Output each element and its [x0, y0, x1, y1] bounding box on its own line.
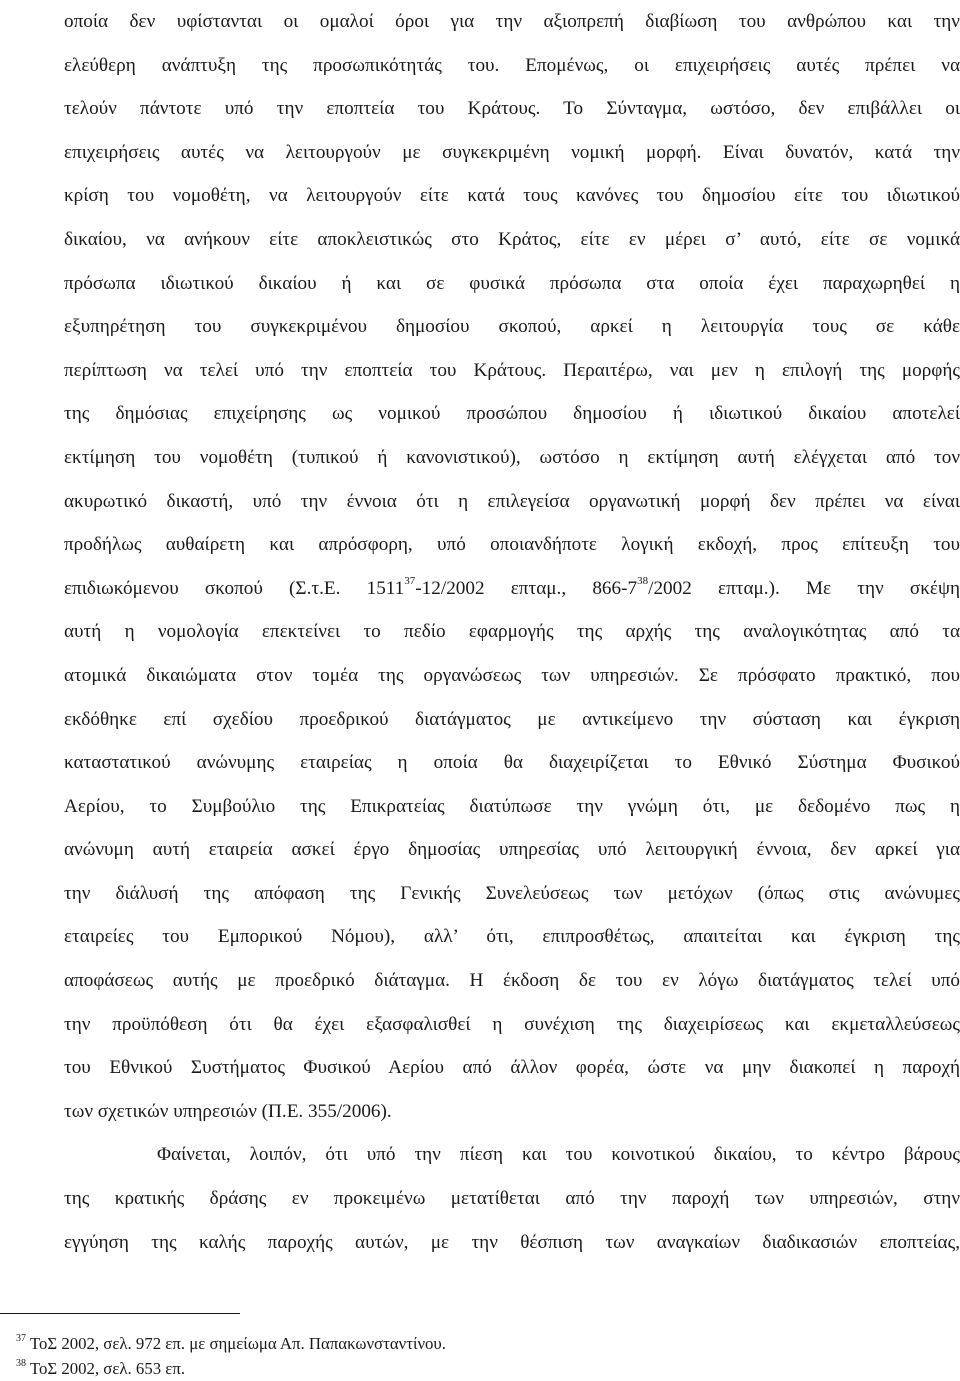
body-line: ατομικά δικαιώματα στον τομέα της οργανώσεως των υπηρεσιών. Σε πρόσφατο πρακτικό, που	[64, 664, 960, 686]
body-line: καταστατικού ανώνυμης εταιρείας η οποία θα διαχειρίζεται το Εθνικό Σύστημα Φυσικού	[64, 752, 960, 774]
body-line: προδήλως αυθαίρετη και απρόσφορη, υπό οποιανδήποτε λογική εκδοχή, προς επίτευξη του	[64, 534, 960, 556]
body-line-with-footnote-refs: επιδιωκόμενου σκοπού (Σ.τ.Ε. 1511$^{37}$-12/2002 επταμ., $866-7^{38}/2002$ επταμ.). Με την σκέψη	[64, 575, 960, 599]
paragraph-1-part-1	[64, 0, 960, 567]
body-line: επιχειρήσεις αυτές να λειτουργούν με συγκεκριμένη νομική μορφή. Είναι δυνατόν, κατά την	[64, 141, 960, 163]
footnote-ref-37[interactable]: 37	[404, 575, 416, 588]
body-line: του Εθνικού Συστήματος Φυσικού Αερίου από άλλον φορέα, ώστε να μην διακοπεί η παροχή	[64, 1057, 960, 1079]
body-line: ελεύθερη ανάπτυξη της προσωπικότητάς του. Επομένως, οι επιχειρήσεις αυτές πρέπει να	[64, 54, 960, 76]
footnote-separator	[0, 1313, 240, 1314]
paragraph-1-last-line: των σχετικών υπηρεσιών (Π.Ε. 355/2006).	[64, 1100, 392, 1122]
body-line: εγγύηση της καλής παροχής αυτών, με την θέσπιση των αναγκαίων διαδικασιών εποπτείας,	[64, 1231, 960, 1253]
body-line: εξυπηρέτηση του συγκεκριμένου δημοσίου σκοπού, αρκεί η λειτουργία τους σε κάθε	[64, 316, 960, 338]
body-line: της δημόσιας επιχείρησης ως νομικού προσώπου δημοσίου ή ιδιωτικού δικαίου αποτελεί	[64, 403, 960, 425]
body-line: Φαίνεται, λοιπόν, ότι υπό την πίεση και του κοινοτικού δικαίου, το κέντρο βάρους	[157, 1144, 960, 1166]
body-line: δικαίου, να ανήκουν είτε αποκλειστικώς στο Κράτος, είτε εν μέρει σ’ αυτό, είτε σε νομικά	[64, 228, 960, 250]
body-line: κρίση του νομοθέτη, να λειτουργούν είτε κατά τους κανόνες του δημοσίου είτε του ιδιωτικού	[64, 185, 960, 207]
footnote-37: $^{37}$ ΤοΣ 2002, σελ. 972 επ. με σημείωμα Απ. Παπακωνσταντίνου.	[16, 1333, 446, 1353]
body-line: την διάλυσή της απόφαση της Γενικής Συνελεύσεως των μετόχων (όπως στις ανώνυμες	[64, 882, 960, 904]
body-line: εταιρείες του Εμπορικού Νόμου), αλλ’ ότι, επιπροσθέτως, απαιτείται και έγκριση της	[64, 926, 960, 948]
paragraph-2	[64, 1133, 960, 1264]
footnote-38: $^{38}$ ΤοΣ 2002, σελ. 653 επ.	[16, 1358, 186, 1378]
body-line: οποία δεν υφίστανται οι ομαλοί όροι για την αξιοπρεπή διαβίωση του ανθρώπου και την	[64, 11, 960, 32]
body-line: τελούν πάντοτε υπό την εποπτεία του Κράτους. Το Σύνταγμα, ωστόσο, δεν επιβάλλει οι	[64, 98, 960, 120]
document-body	[64, 0, 960, 1264]
body-line: ανώνυμη αυτή εταιρεία ασκεί έργο δημοσίας υπηρεσίας υπό λειτουργική έννοια, δεν αρκεί για	[64, 839, 960, 861]
footnote-ref-38[interactable]: 38	[637, 575, 649, 588]
paragraph-1-part-2	[64, 610, 960, 1090]
body-line: αυτή η νομολογία επεκτείνει το πεδίο εφαρμογής της αρχής της αναλογικότητας από τα	[64, 621, 960, 643]
body-line: περίπτωση να τελεί υπό την εποπτεία του Κράτους. Περαιτέρω, ναι μεν η επιλογή της μορφής	[64, 359, 960, 381]
body-line: την προϋπόθεση ότι θα έχει εξασφαλισθεί η συνέχιση της διαχειρίσεως και εκμεταλλεύσεως	[64, 1013, 960, 1035]
body-line: Αερίου, το Συμβούλιο της Επικρατείας διατύπωσε την γνώμη ότι, με δεδομένο πως η	[64, 795, 960, 817]
body-line: πρόσωπα ιδιωτικού δικαίου ή και σε φυσικά πρόσωπα στα οποία έχει παραχωρηθεί η	[64, 272, 960, 294]
body-line: εκτίμηση του νομοθέτη (τυπικού ή κανονιστικού), ωστόσο η εκτίμηση αυτή ελέγχεται από τον	[64, 446, 960, 468]
body-line: εκδόθηκε επί σχεδίου προεδρικού διατάγματος με αντικείμενο την σύσταση και έγκριση	[64, 708, 960, 730]
body-line: ακυρωτικό δικαστή, υπό την έννοια ότι η επιλεγείσα οργανωτική μορφή δεν πρέπει να είναι	[64, 490, 960, 512]
body-line: αποφάσεως αυτής με προεδρικό διάταγμα. Η έκδοση δε του εν λόγω διατάγματος τελεί υπό	[64, 970, 960, 992]
body-line: της κρατικής δράσης εν προκειμένω μετατίθεται από την παροχή των υπηρεσιών, στην	[64, 1188, 960, 1210]
